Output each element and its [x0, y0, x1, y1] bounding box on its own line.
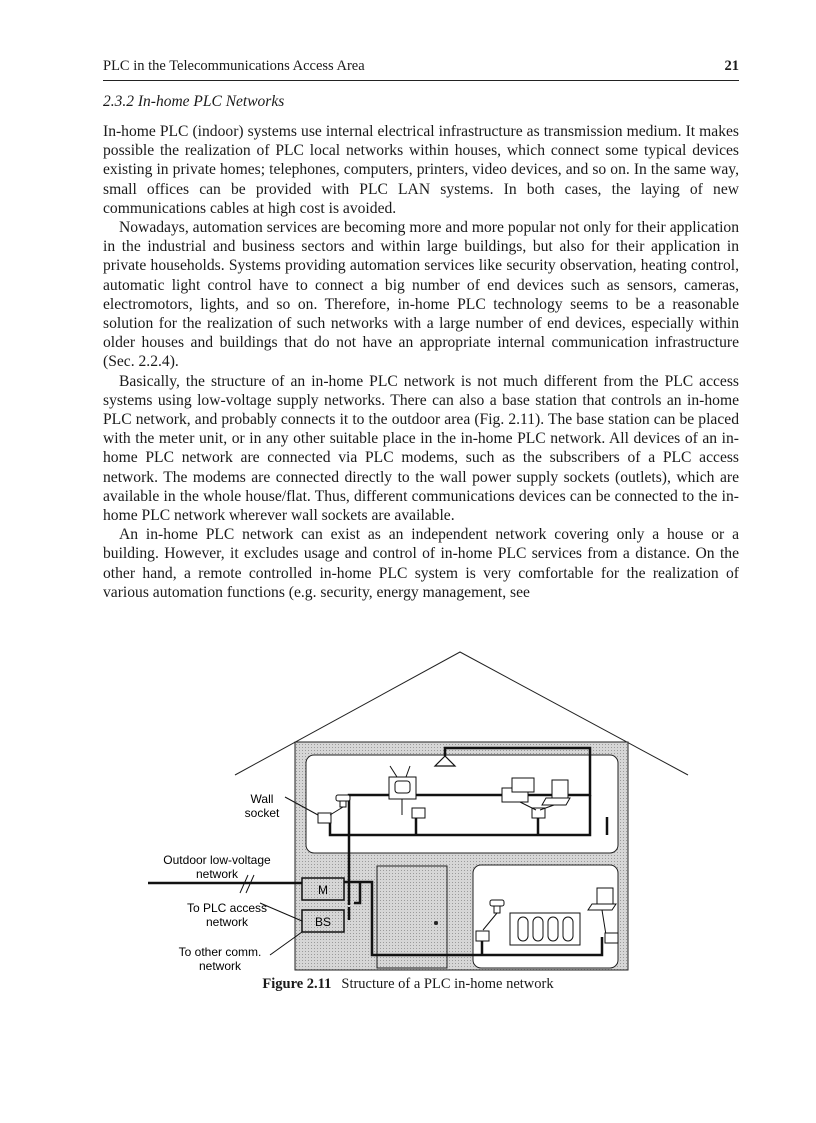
- upper-room: [306, 755, 618, 853]
- label-wall: Wall: [250, 792, 274, 806]
- caption-number: Figure 2.11: [262, 976, 332, 992]
- label-plc-access-2: network: [205, 915, 249, 929]
- running-head: [103, 58, 739, 75]
- page-number: 21: [724, 58, 739, 74]
- meter-label: M: [318, 883, 328, 897]
- door: [377, 866, 447, 968]
- door-knob: [434, 921, 438, 925]
- house-diagram: [140, 645, 700, 980]
- paragraph-3: Basically, the structure of an in-home PLC network is not much different from the PLC access systems using low-voltage supply networks. There can also a base station that controls an in-home PLC network, and probably connects it to the outdoor area (Fig. 2.11). The base station can be placed with the meter unit, or in any other suitable place in the in-home PLC network. All devices of an in-home PLC network are connected via PLC modems, such as the subscribers of a PLC access network. The modems are connected directly to the wall power supply sockets (outlets), which are available in the whole house/flat. Thus, different communications devices can be connected to the in-home PLC network wherever wall sockets are available.: [103, 372, 739, 525]
- label-plc-access-1: To PLC access: [186, 901, 268, 915]
- figure-caption: [0, 976, 816, 993]
- running-title: PLC in the Telecommunications Access Area: [103, 58, 365, 74]
- label-outdoor-2: network: [195, 867, 239, 881]
- label-other-comm-2: network: [198, 959, 242, 973]
- paragraph-2: Nowadays, automation services are becoming more and more popular not only for their application in the industrial and business sectors and within large buildings, but also for their application in private households. Systems providing automation services like security observation, heating control, automatic light control have to connect a big number of end devices such as sensors, cameras, electromotors, lights, and so on. Therefore, in-home PLC technology seems to be a reasonable solution for the realization of such networks with a large number of end devices, especially within older houses and buildings that do not have an appropriate internal communication infrastructure (Sec. 2.2.4).: [103, 219, 739, 371]
- caption-text: Structure of a PLC in-home network: [341, 976, 554, 992]
- section-title: 2.3.2 In-home PLC Networks: [103, 93, 285, 110]
- label-other-comm-1: To other comm.: [178, 945, 262, 959]
- figure-plc-in-home-network: [140, 645, 700, 980]
- label-socket: socket: [244, 806, 280, 820]
- body-text: [103, 122, 739, 602]
- paragraph-1: In-home PLC (indoor) systems use internal electrical infrastructure as transmission medium. It makes possible the realization of PLC local networks within houses, which connect some typical devices existing in private homes; telephones, computers, printers, video devices, and so on. In the same way, small offices can be provided with PLC LAN systems. In both cases, the laying of new communications cables at high cost is avoided.: [103, 123, 739, 217]
- header-rule: [103, 80, 739, 81]
- base-station-label: BS: [314, 915, 332, 929]
- heater-icon: [510, 913, 580, 945]
- label-outdoor-1: Outdoor low-voltage: [163, 853, 271, 867]
- paragraph-4: An in-home PLC network can exist as an independent network covering only a house or a building. However, it excludes usage and control of in-home PLC services from a distance. On the other hand, a remote controlled in-home PLC system is very comfortable for the realization of various automation functions (e.g. security, energy management, see: [103, 526, 739, 601]
